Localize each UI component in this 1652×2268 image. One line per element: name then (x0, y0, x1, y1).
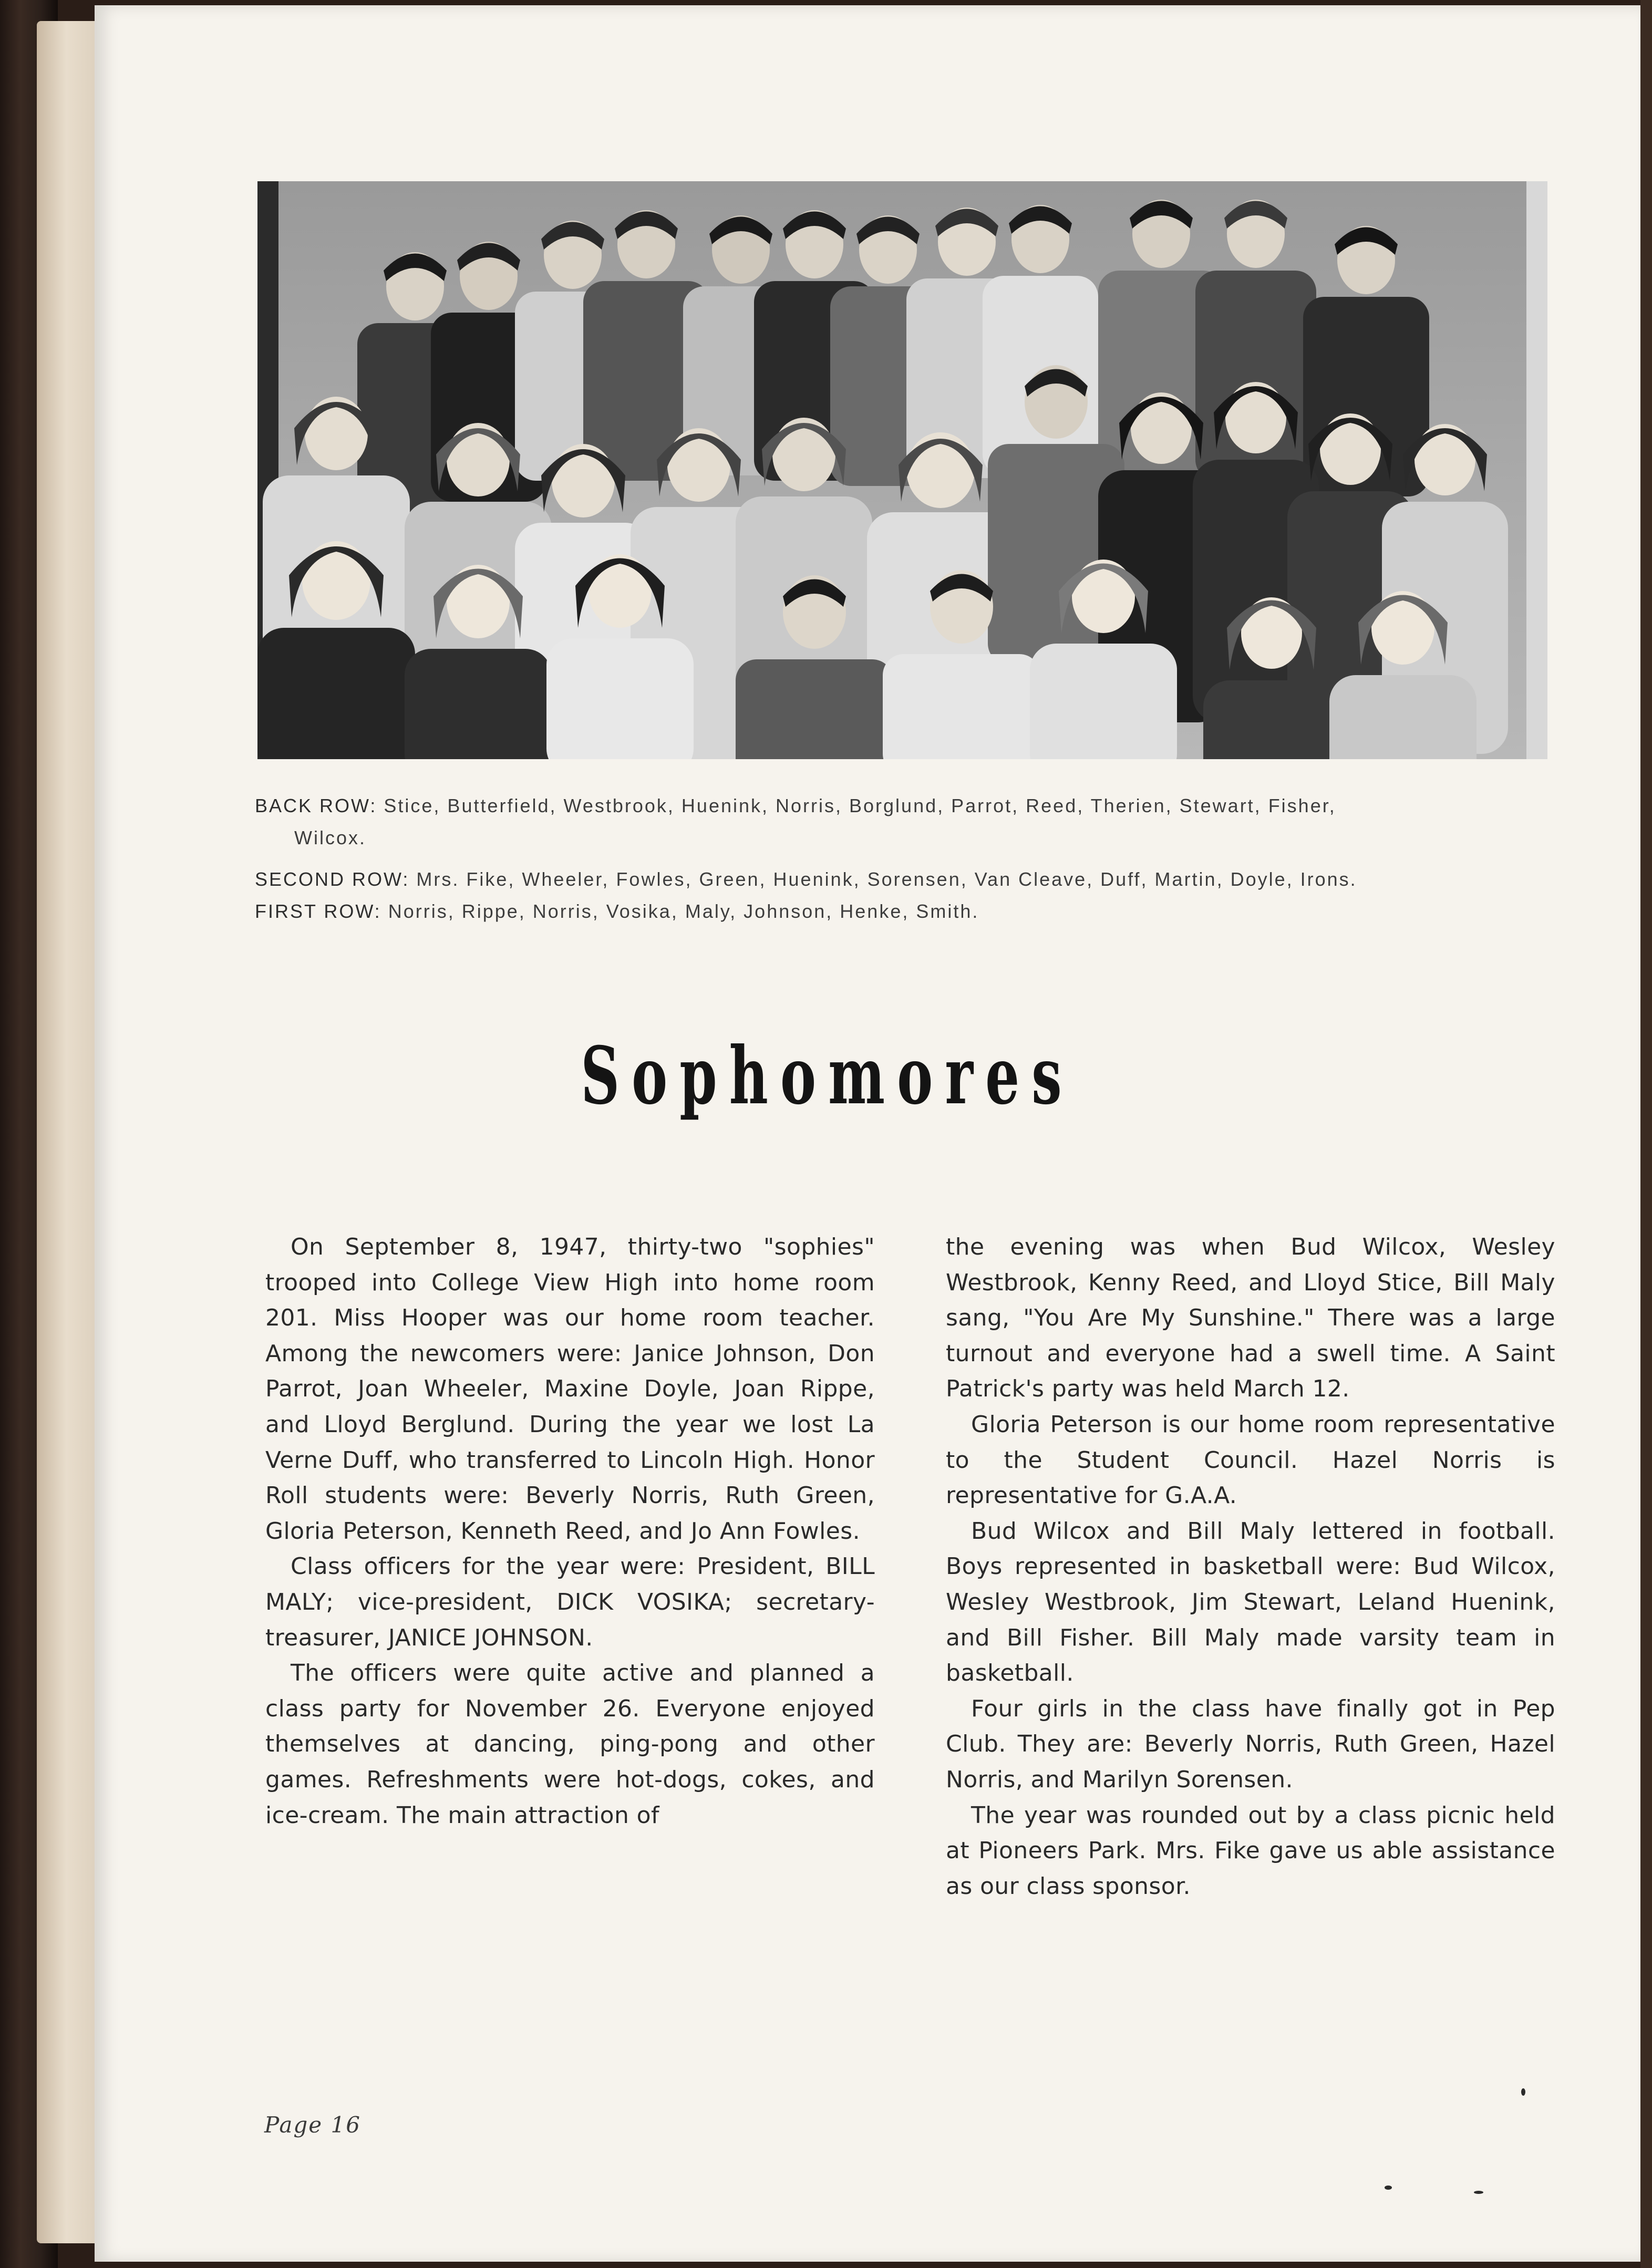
article-paragraph: the evening was when Bud Wilcox, Wesley Westbrook, Kenny Reed, and Lloyd Stice, Bill Maly sang, "You Are My Sunshine." There was a large turnout and everyone had a swell time. A Saint Patrick's party was held March 12. (946, 1234, 1555, 1403)
article-paragraph: The officers were quite active and planned a class party for November 26. Everyone enjoyed themselves at dancing, ping-pong and other games. Refreshments were hot-dogs, cokes, and ice-cream. The main attraction of (265, 1660, 875, 1829)
caption-second-row-names: Mrs. Fike, Wheeler, Fowles, Green, Huenink, Sorensen, Van Cleave, Duff, Martin, Doyle, Irons. (416, 868, 1357, 890)
article-paragraph: Class officers for the year were: President, BILL MALY; vice-president, DICK VOSIKA; secretary-treasurer, JANICE JOHNSON. (265, 1553, 875, 1651)
article-left-column (265, 1229, 875, 1833)
article-paragraph: Four girls in the class have finally got in Pep Club. They are: Beverly Norris, Ruth Green, Hazel Norris, and Marilyn Sorensen. (946, 1695, 1555, 1793)
caption-back-row-continued-text: Wilcox. (294, 827, 366, 848)
class-group-photo (257, 181, 1547, 759)
caption-back-row-continued (294, 823, 1597, 853)
caption-first-row (255, 896, 1558, 927)
print-speck (1474, 2191, 1483, 2194)
page-number: Page 16 (264, 2112, 361, 2138)
page-title: Sophomores (581, 1030, 1074, 1122)
article-paragraph: Bud Wilcox and Bill Maly lettered in football. Boys represented in basketball were: Bud Wilcox, Wesley Westbrook, Jim Stewart, Leland Huenink, and Bill Fisher. Bill Maly made varsity team in basketball. (946, 1517, 1555, 1687)
class-group-photo-icon (257, 181, 1547, 759)
right-binding-edge (1640, 0, 1652, 2268)
caption-back-row-names: Stice, Butterfield, Westbrook, Huenink, Norris, Borglund, Parrot, Reed, Therien, Stewart, Fisher, (384, 795, 1336, 816)
caption-back-row (255, 791, 1558, 821)
article-paragraph: On September 8, 1947, thirty-two "sophies" trooped into College View High into home room 201. Miss Hooper was our home room teacher. Among the newcomers were: Janice Johnson, Don Parrot, Joan Wheeler, Maxine Doyle, Joan Rippe, and Lloyd Berglund. During the year we lost La Verne Duff, who transferred to Lincoln High. Honor Roll students were: Beverly Norris, Ruth Green, Gloria Peterson, Kenneth Reed, and Jo Ann Fowles. (265, 1234, 875, 1545)
caption-first-row-label: FIRST ROW: (255, 900, 381, 922)
print-speck (1521, 2088, 1525, 2096)
caption-second-row (255, 864, 1558, 895)
print-speck (1385, 2186, 1392, 2190)
caption-second-row-label: SECOND ROW: (255, 868, 410, 890)
article-right-column (946, 1229, 1555, 1904)
caption-first-row-names: Norris, Rippe, Norris, Vosika, Maly, Johnson, Henke, Smith. (388, 900, 979, 922)
caption-back-row-label: BACK ROW: (255, 795, 377, 816)
article-paragraph: Gloria Peterson is our home room representative to the Student Council. Hazel Norris is representative for G.A.A. (946, 1411, 1555, 1509)
article-paragraph: The year was rounded out by a class picnic held at Pioneers Park. Mrs. Fike gave us able assistance as our class sponsor. (946, 1801, 1555, 1900)
